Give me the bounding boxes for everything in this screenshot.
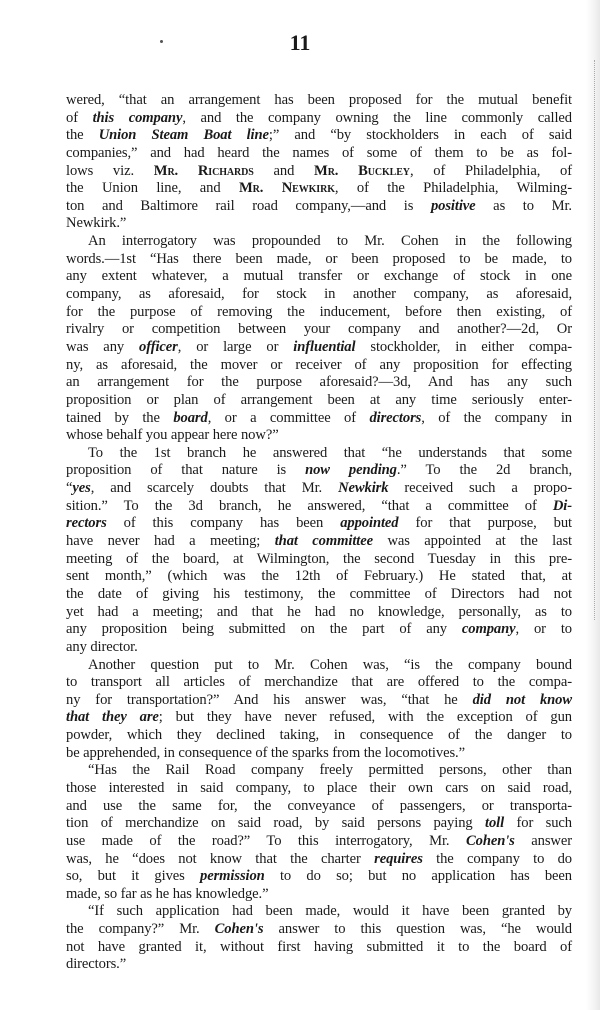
text-segment: sition.” To the 3d branch, he answered, “that a committee of: [66, 497, 553, 514]
text-line: [66, 92, 572, 110]
text-line: [66, 886, 572, 904]
text-line: [66, 145, 572, 163]
text-line: [66, 727, 572, 745]
italic-text: that committee: [274, 533, 373, 550]
text-segment: , or a committee of: [207, 409, 370, 426]
text-segment: An interrogatory was propounded to Mr. Cohen in the following: [88, 233, 572, 250]
text-line: [66, 533, 572, 551]
text-line: [66, 198, 572, 216]
text-line: [66, 639, 572, 657]
text-segment: those interested in said company, to place their own cars on said road,: [66, 779, 572, 796]
text-line: [66, 515, 572, 533]
text-line: [66, 233, 572, 251]
text-segment: , or to: [515, 621, 572, 638]
small-caps-name: Mr. Buckley: [314, 162, 410, 179]
text-segment: any extent whatever, a mutual transfer or exchange of stock in one: [66, 268, 572, 285]
italic-text: did not know: [472, 691, 572, 708]
small-caps-name: Mr. Newkirk: [238, 180, 335, 197]
text-segment: Another question put to Mr. Cohen was, “is the company bound: [88, 656, 572, 673]
text-segment: “Has the Rail Road company freely permitted persons, other than: [88, 762, 572, 779]
text-line: [66, 833, 572, 851]
text-segment: have never had a meeting;: [66, 533, 275, 550]
text-segment: ;” and “by stockholders in each of said: [268, 127, 573, 144]
text-line: [66, 480, 572, 498]
italic-text: Cohen's: [465, 832, 515, 849]
text-line: [66, 939, 572, 957]
text-segment: to transport all articles of merchandize that are offered to the compa-: [66, 674, 572, 691]
italic-text: that they are: [66, 709, 159, 726]
text-segment: directors.”: [66, 956, 127, 973]
text-line: [66, 798, 572, 816]
italic-text: company: [461, 621, 516, 638]
text-segment: not have granted it, without first having submitted it to the board of: [66, 938, 572, 955]
text-segment: the Union line, and: [66, 180, 239, 197]
text-segment: meeting of the board, at Wilmington, the second Tuesday in this pre-: [66, 550, 572, 567]
text-line: [66, 215, 572, 233]
text-line: [66, 709, 572, 727]
text-line: [66, 604, 572, 622]
text-line: [66, 321, 572, 339]
text-segment: any director.: [66, 638, 138, 655]
text-line: [66, 127, 572, 145]
text-line: [66, 657, 572, 675]
italic-text: directors: [369, 409, 422, 426]
italic-text: requires: [374, 850, 423, 867]
italic-text: rectors: [66, 515, 107, 532]
text-line: [66, 286, 572, 304]
text-line: [66, 374, 572, 392]
text-segment: the date of giving his testimony, the committee of Directors had not: [66, 585, 572, 602]
text-segment: received such a propo-: [388, 480, 572, 497]
text-segment: whose behalf you appear here now?”: [66, 427, 279, 444]
text-line: [66, 674, 572, 692]
text-segment: , of Philadelphia, of: [409, 162, 572, 179]
text-line: [66, 462, 572, 480]
text-line: [66, 498, 572, 516]
text-line: [66, 745, 572, 763]
text-segment: lows viz.: [66, 162, 154, 179]
text-segment: , of the company in: [421, 409, 572, 426]
text-line: [66, 780, 572, 798]
body-text: [66, 92, 572, 974]
text-segment: made, so far as he has knowledge.”: [66, 885, 269, 902]
text-line: [66, 815, 572, 833]
text-segment: tained by the: [66, 409, 174, 426]
text-segment: proposition of that nature is: [66, 462, 306, 479]
text-line: [66, 586, 572, 604]
text-line: [66, 339, 572, 357]
text-segment: to do so; but no application has been: [264, 868, 572, 885]
text-segment: rivalry or competition between your company and another?—2d, Or: [66, 321, 572, 338]
text-line: [66, 851, 572, 869]
text-segment: tion of merchandize on said road, by said persons paying: [66, 815, 486, 832]
text-segment: stockholder, in either compa-: [355, 338, 572, 355]
text-segment: .” To the 2d branch,: [396, 462, 572, 479]
italic-text: Di-: [552, 497, 572, 514]
text-line: [66, 163, 572, 181]
italic-text: yes: [72, 480, 91, 497]
italic-text: board: [173, 409, 208, 426]
italic-text: positive: [430, 197, 476, 214]
small-caps-name: Mr. Richards: [153, 162, 254, 179]
italic-text: permission: [200, 868, 265, 885]
text-segment: “If such application had been made, would it have been granted by: [88, 903, 572, 920]
text-line: [66, 621, 572, 639]
text-segment: was, he “does not know that the charter: [66, 850, 375, 867]
text-line: [66, 551, 572, 569]
text-segment: and use the same for, the conveyance of passengers, or transporta-: [66, 797, 572, 814]
text-segment: the company to do: [422, 850, 572, 867]
italic-text: influential: [293, 338, 356, 355]
text-line: [66, 392, 572, 410]
text-segment: an arrangement for the purpose aforesaid?—3d, And has any such: [66, 374, 572, 391]
text-segment: and: [253, 162, 315, 179]
text-line: [66, 268, 572, 286]
italic-text: Cohen's: [214, 921, 264, 938]
text-segment: yet had a meeting; and that he had no knowledge, personally, as to: [66, 603, 572, 620]
italic-text: now pending: [305, 462, 397, 479]
text-segment: “: [66, 480, 73, 497]
text-line: [66, 921, 572, 939]
text-line: [66, 868, 572, 886]
text-segment: so, but it gives: [66, 868, 201, 885]
text-line: [66, 304, 572, 322]
text-segment: To the 1st branch he answered that “he understands that some: [88, 444, 572, 461]
page-number: 11: [289, 30, 311, 55]
text-segment: , and the company owning the line commonly called: [182, 109, 572, 126]
text-line: [66, 251, 572, 269]
text-segment: powder, which they declined taking, in consequence of the danger to: [66, 727, 572, 744]
text-segment: was appointed at the last: [373, 533, 573, 550]
text-segment: ; but they have never refused, with the exception of gun: [158, 709, 572, 726]
text-segment: use made of the road?” To this interrogatory, Mr.: [66, 832, 466, 849]
italic-text: appointed: [340, 515, 399, 532]
text-segment: answer to this question was, “he would: [263, 921, 572, 938]
italic-text: toll: [485, 815, 505, 832]
text-line: [66, 692, 572, 710]
text-segment: Newkirk.”: [66, 215, 127, 232]
text-segment: of this company has been: [106, 515, 341, 532]
text-segment: for the purpose of removing the inducement, before then existing, of: [66, 303, 572, 320]
italic-text: officer: [139, 338, 178, 355]
italic-text: Newkirk: [338, 480, 389, 497]
text-line: [66, 180, 572, 198]
text-segment: ton and Baltimore rail road company,—and is: [66, 197, 431, 214]
text-segment: of: [66, 109, 93, 126]
italic-text: this company: [92, 109, 183, 126]
text-segment: , and scarcely doubts that Mr.: [90, 480, 339, 497]
text-line: [66, 903, 572, 921]
text-segment: , of the Philadelphia, Wilming-: [334, 180, 572, 197]
text-segment: ny for transportation?” And his answer was, “that he: [66, 691, 473, 708]
text-segment: proposition or plan of arrangement been at any time seriously enter-: [66, 391, 572, 408]
text-segment: company, as aforesaid, for stock in another company, as aforesaid,: [66, 286, 572, 303]
text-segment: as to Mr.: [475, 197, 572, 214]
text-segment: , or large or: [177, 338, 294, 355]
italic-text: Union Steam Boat line: [98, 127, 269, 144]
text-line: [66, 427, 572, 445]
text-segment: for that purpose, but: [398, 515, 572, 532]
text-segment: any proposition being submitted on the part of any: [66, 621, 462, 638]
text-segment: answer: [514, 832, 573, 849]
page-edge: [586, 0, 600, 1010]
text-segment: for such: [504, 815, 572, 832]
text-line: [66, 110, 572, 128]
text-segment: the: [66, 127, 99, 144]
text-segment: wered, “that an arrangement has been proposed for the mutual benefit: [66, 92, 572, 108]
text-segment: the company?” Mr.: [66, 921, 215, 938]
text-line: [66, 410, 572, 428]
text-segment: companies,” and had heard the names of some of them to be as fol-: [66, 144, 572, 161]
text-line: [66, 357, 572, 375]
text-segment: was any: [66, 338, 139, 355]
text-segment: be apprehended, in consequence of the sparks from the locomotives.”: [66, 744, 465, 761]
text-segment: ny, as aforesaid, the mover or receiver of any proposition for effecting: [66, 356, 572, 373]
text-segment: words.—1st “Has there been made, or been proposed to be made, to: [66, 250, 572, 267]
text-line: [66, 762, 572, 780]
text-line: [66, 445, 572, 463]
text-segment: sent month,” (which was the 12th of February.) He stated that, at: [66, 568, 572, 585]
text-line: [66, 956, 572, 974]
text-line: [66, 568, 572, 586]
